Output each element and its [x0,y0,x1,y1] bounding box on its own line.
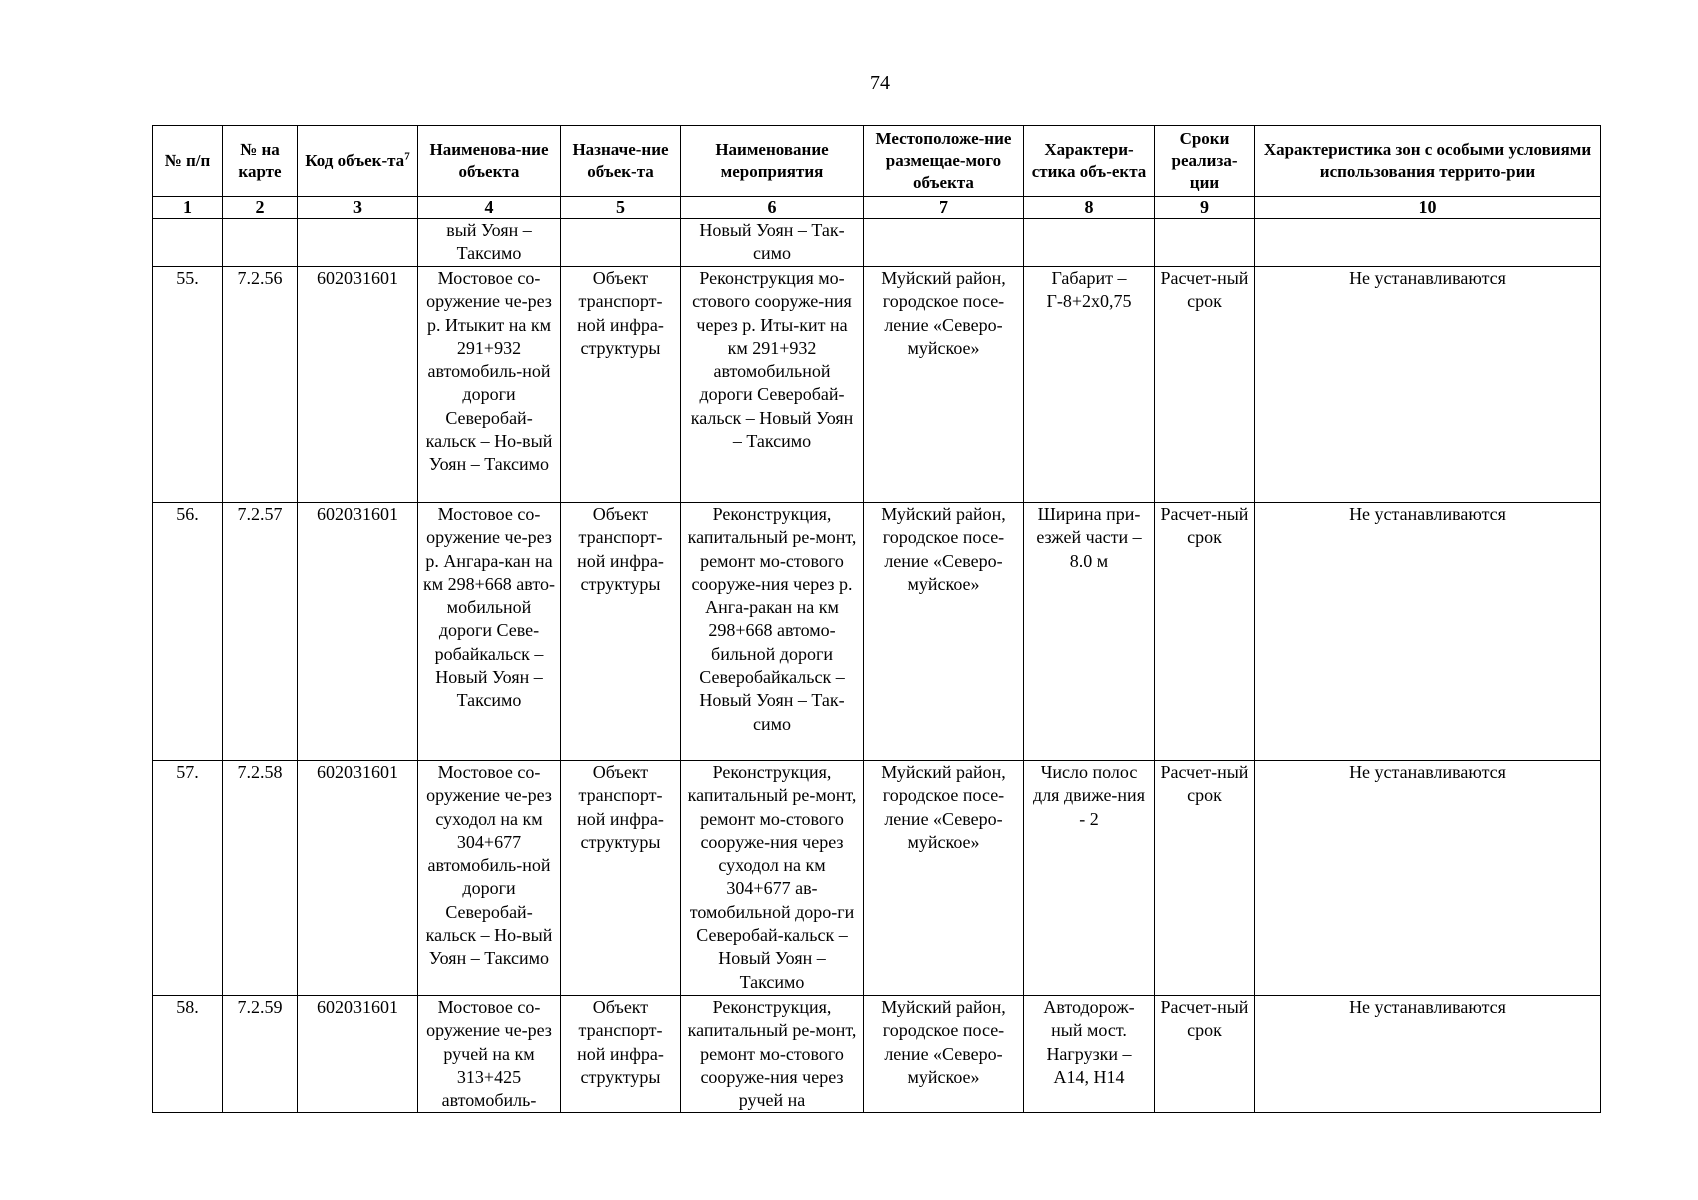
measure-cell: Новый Уоян – Так-симо [681,219,864,267]
location-cell: Муйский район, городское посе-ление «Северо-муйское» [864,503,1024,761]
zone-cell: Не устанавливаются [1255,996,1601,1113]
object-code-cell: 602031601 [298,761,418,996]
header-cell: Назначе-ние объек-та [561,126,681,197]
location-cell: Муйский район, городское посе-ление «Северо-муйское» [864,761,1024,996]
characteristic-cell: Автодорож-ный мост. Нагрузки – А14, Н14 [1024,996,1155,1113]
object-code-cell [298,219,418,267]
table-row [153,761,1601,996]
zone-cell: Не устанавливаются [1255,267,1601,503]
column-number: 10 [1255,197,1601,219]
header-cell: № на карте [223,126,298,197]
header-row [153,126,1601,197]
row-index-cell: 55. [153,267,223,503]
header-cell: Наименова-ние объекта [418,126,561,197]
object-name-cell: Мостовое со-оружение че-рез ручей на км 313+425 автомобиль- [418,996,561,1113]
characteristic-cell [1024,219,1155,267]
header-cell: Характеристика зон с особыми условиями использования террито-рии [1255,126,1601,197]
measure-cell: Реконструкция, капитальный ре-монт, ремонт мо-стового сооруже-ния через ручей на [681,996,864,1113]
map-number-cell: 7.2.56 [223,267,298,503]
location-cell [864,219,1024,267]
object-code-cell: 602031601 [298,503,418,761]
purpose-cell: Объект транспорт-ной инфра-структуры [561,996,681,1113]
purpose-cell [561,219,681,267]
row-index-cell: 56. [153,503,223,761]
header-cell: Сроки реализа-ции [1155,126,1255,197]
object-name-cell: вый Уоян – Таксимо [418,219,561,267]
header-cell [298,126,418,197]
location-cell: Муйский район, городское посе-ление «Северо-муйское» [864,267,1024,503]
term-cell: Расчет-ный срок [1155,267,1255,503]
column-number: 8 [1024,197,1155,219]
table-row [153,267,1601,503]
footnote-marker: 7 [404,150,410,163]
column-number: 7 [864,197,1024,219]
header-cell: Характери-стика объ-екта [1024,126,1155,197]
column-number: 4 [418,197,561,219]
zone-cell: Не устанавливаются [1255,503,1601,761]
page-number: 74 [870,72,890,94]
header-cell: Местоположе-ние размещае-мого объекта [864,126,1024,197]
header-cell-text: Код объек-та [305,151,405,170]
purpose-cell: Объект транспорт-ной инфра-структуры [561,761,681,996]
measure-cell: Реконструкция мо-стового сооруже-ния через р. Иты-кит на км 291+932 автомобильной дороги Северобай-кальск – Новый Уоян – Таксимо [681,267,864,503]
zone-cell: Не устанавливаются [1255,761,1601,996]
table-row [153,503,1601,761]
object-code-cell: 602031601 [298,267,418,503]
term-cell: Расчет-ный срок [1155,503,1255,761]
planning-table [152,125,1601,1113]
column-number: 2 [223,197,298,219]
characteristic-cell: Ширина при-езжей части – 8.0 м [1024,503,1155,761]
characteristic-cell: Габарит – Г-8+2х0,75 [1024,267,1155,503]
row-index-cell: 57. [153,761,223,996]
column-number: 1 [153,197,223,219]
column-number: 9 [1155,197,1255,219]
object-name-cell: Мостовое со-оружение че-рез р. Итыкит на км 291+932 автомобиль-ной дороги Северобай-кальск – Но-вый Уоян – Таксимо [418,267,561,503]
term-cell: Расчет-ный срок [1155,761,1255,996]
object-name-cell: Мостовое со-оружение че-рез суходол на км 304+677 автомобиль-ной дороги Северобай-кальск – Но-вый Уоян – Таксимо [418,761,561,996]
characteristic-cell: Число полос для движе-ния - 2 [1024,761,1155,996]
term-cell: Расчет-ный срок [1155,996,1255,1113]
purpose-cell: Объект транспорт-ной инфра-структуры [561,503,681,761]
map-number-cell: 7.2.59 [223,996,298,1113]
column-number: 6 [681,197,864,219]
map-number-cell: 7.2.57 [223,503,298,761]
column-number: 5 [561,197,681,219]
row-index-cell [153,219,223,267]
row-index-cell: 58. [153,996,223,1113]
purpose-cell: Объект транспорт-ной инфра-структуры [561,267,681,503]
map-number-cell [223,219,298,267]
object-name-cell: Мостовое со-оружение че-рез р. Ангара-кан на км 298+668 авто-мобильной дороги Севе-робайкальск – Новый Уоян – Таксимо [418,503,561,761]
header-cell: Наименование мероприятия [681,126,864,197]
location-cell: Муйский район, городское посе-ление «Северо-муйское» [864,996,1024,1113]
zone-cell [1255,219,1601,267]
measure-cell: Реконструкция, капитальный ре-монт, ремонт мо-стового сооруже-ния через р. Анга-ракан на км 298+668 автомо-бильной дороги Северобайкальск – Новый Уоян – Так-симо [681,503,864,761]
header-cell: № п/п [153,126,223,197]
object-code-cell: 602031601 [298,996,418,1113]
table-row [153,996,1601,1113]
table-row [153,219,1601,267]
map-number-cell: 7.2.58 [223,761,298,996]
measure-cell: Реконструкция, капитальный ре-монт, ремонт мо-стового сооруже-ния через суходол на км 304+677 ав-томобильной доро-ги Северобай-кальск – Новый Уоян – Таксимо [681,761,864,996]
column-number-row [153,197,1601,219]
column-number: 3 [298,197,418,219]
term-cell [1155,219,1255,267]
